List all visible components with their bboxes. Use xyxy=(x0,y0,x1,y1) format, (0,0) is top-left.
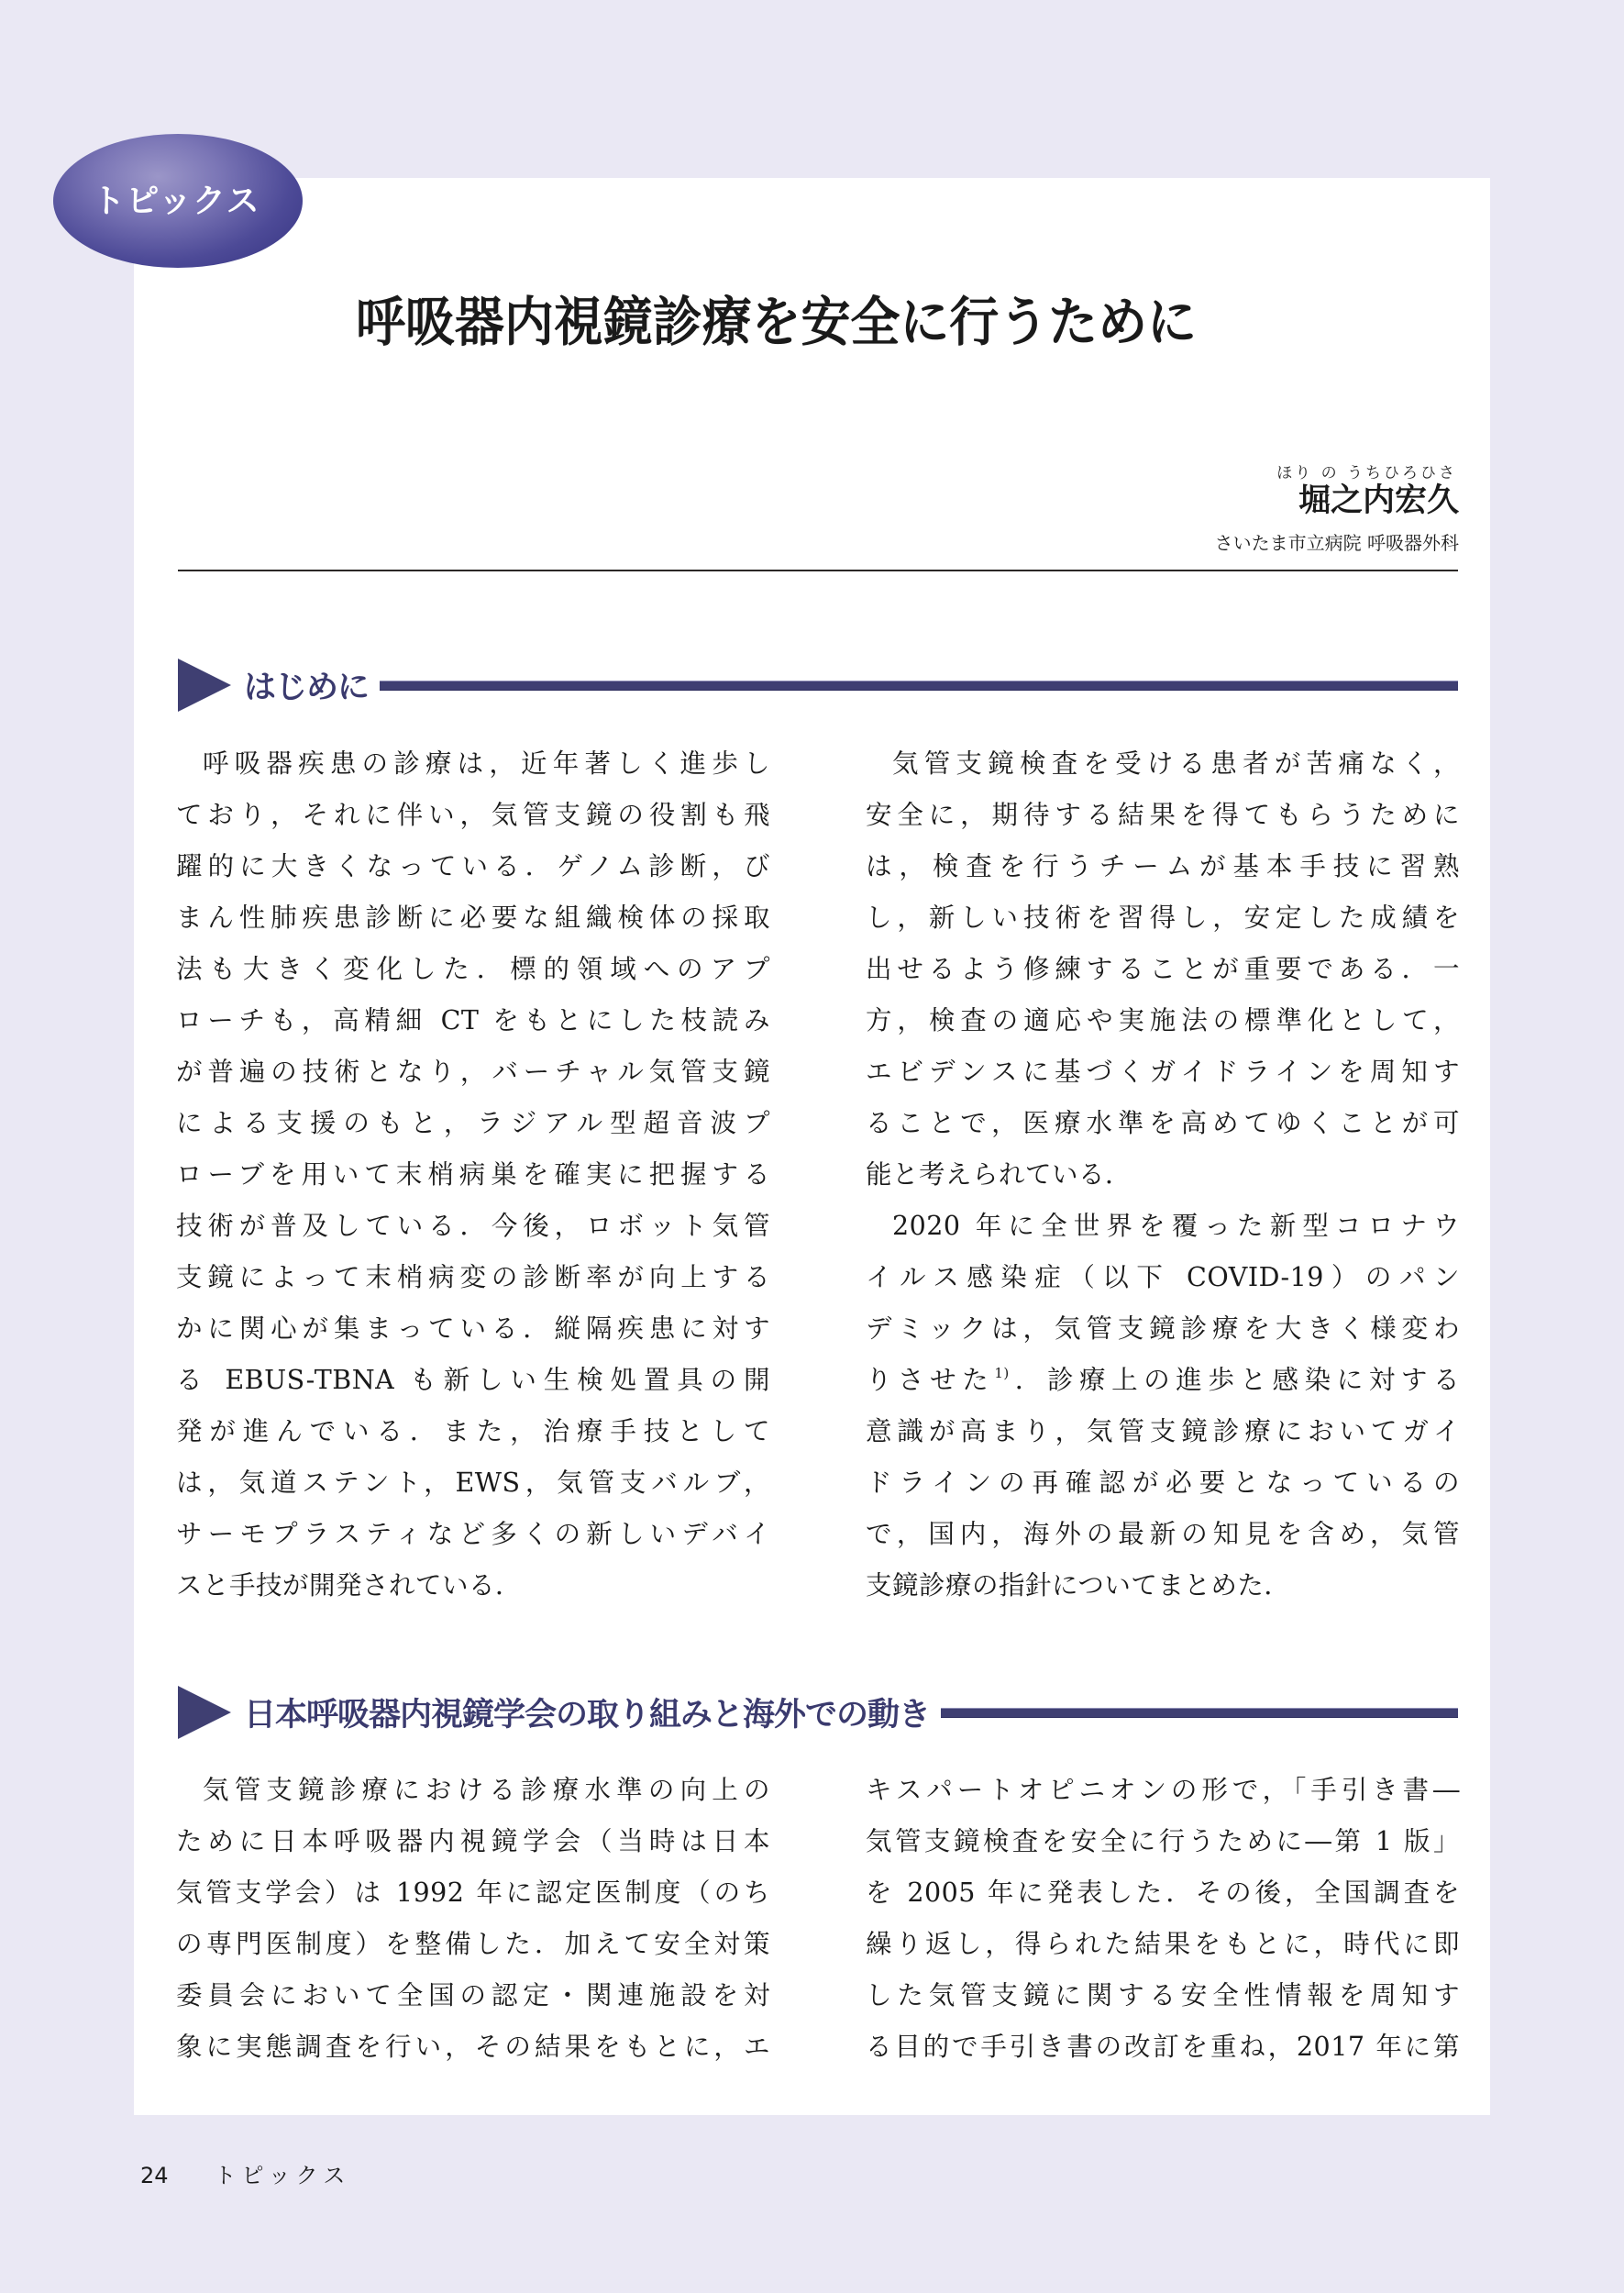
text-line: ローブを用いて末梢病巣を確実に把握する xyxy=(176,1159,770,1190)
citation-ref[interactable]: 1) xyxy=(994,1365,1010,1381)
page-number: 24 xyxy=(140,2163,169,2188)
text-fragment: ．診療上の進歩と感染に対する xyxy=(1009,1365,1460,1395)
header-divider xyxy=(178,570,1458,571)
section-title: 日本呼吸器内視鏡学会の取り組みと海外での動き xyxy=(244,1697,931,1734)
column-intro-left xyxy=(176,738,770,1612)
topics-badge-label: トピックス xyxy=(92,182,260,220)
text-line: ために日本呼吸器内視鏡学会（当時は日本 xyxy=(176,1826,770,1856)
text-line: 意識が高まり，気管支鏡診療においてガイ xyxy=(866,1416,1460,1446)
section-rule xyxy=(941,1708,1458,1718)
text-line: 気管支学会）は 1992 年に認定医制度（のち xyxy=(176,1878,770,1908)
section-rule xyxy=(380,681,1458,691)
text-line: 能と考えられている． xyxy=(866,1159,1132,1190)
text-line: で，国内，海外の最新の知見を含め，気管 xyxy=(866,1519,1460,1549)
text-line: を 2005 年に発表した．その後，全国調査を xyxy=(866,1878,1460,1908)
text-line: ドラインの再確認が必要となっているの xyxy=(866,1468,1460,1498)
author-name: 堀之内宏久 xyxy=(1298,482,1459,519)
text-line: は，検査を行うチームが基本手技に習熟 xyxy=(866,851,1460,881)
text-line: イルス感染症（以下 COVID-19）のパン xyxy=(866,1262,1460,1292)
footer-section-name: トピックス xyxy=(214,2163,351,2188)
text-line: 技術が普及している．今後，ロボット気管 xyxy=(176,1211,770,1241)
text-fragment: りさせた xyxy=(866,1365,995,1395)
author-ruby: ほり の うちひろひさ xyxy=(1276,464,1457,482)
author-affiliation: さいたま市立病院 呼吸器外科 xyxy=(1214,531,1459,554)
text-line: 出せるよう修練することが重要である．一 xyxy=(866,954,1460,984)
column-society-left xyxy=(176,1765,770,2073)
text-line-with-citation xyxy=(866,1355,1460,1406)
column-intro-right xyxy=(866,738,1460,1612)
section-heading-society xyxy=(178,1685,1458,1740)
text-line: が普遍の技術となり，バーチャル気管支鏡 xyxy=(176,1057,770,1087)
text-line: 委員会において全国の認定・関連施設を対 xyxy=(176,1980,770,2011)
text-line: ローチも，高精細 CT をもとにした枝読み xyxy=(176,1005,770,1036)
text-line: 支鏡によって末梢病変の診断率が向上する xyxy=(176,1262,770,1292)
triangle-marker-icon xyxy=(178,1686,231,1739)
text-line: る目的で手引き書の改訂を重ね，2017 年に第 xyxy=(866,2032,1460,2062)
section-heading-intro xyxy=(178,658,1458,713)
text-line: 発が進んでいる．また，治療手技として xyxy=(176,1416,770,1446)
text-line: サーモプラスティなど多くの新しいデバイ xyxy=(176,1519,770,1549)
text-line: デミックは，気管支鏡診療を大きく様変わ xyxy=(866,1313,1460,1344)
text-line: キスパートオピニオンの形で，「手引き書― xyxy=(866,1775,1460,1805)
text-line: 躍的に大きくなっている．ゲノム診断，び xyxy=(176,851,770,881)
text-line: 気管支鏡検査を安全に行うために―第 1 版」 xyxy=(866,1826,1460,1856)
column-society-right xyxy=(866,1765,1460,2073)
text-line: エビデンスに基づくガイドラインを周知す xyxy=(866,1057,1460,1087)
text-line: し，新しい技術を習得し，安定した成績を xyxy=(866,903,1460,933)
text-line: る EBUS-TBNA も新しい生検処置具の開 xyxy=(176,1365,770,1395)
text-line: 支鏡診療の指針についてまとめた． xyxy=(866,1570,1291,1601)
text-line: 気管支鏡検査を受ける患者が苦痛なく， xyxy=(892,748,1460,779)
topics-badge xyxy=(53,134,303,268)
text-line: 呼吸器疾患の診療は，近年著しく進歩し xyxy=(203,748,770,779)
text-line: 2020 年に全世界を覆った新型コロナウ xyxy=(892,1211,1460,1241)
author-block xyxy=(1215,466,1459,555)
text-line: 安全に，期待する結果を得てもらうために xyxy=(866,800,1460,830)
text-line: の専門医制度）を整備した．加えて安全対策 xyxy=(176,1929,770,1959)
text-line: かに関心が集まっている．縦隔疾患に対す xyxy=(176,1313,770,1344)
text-line: 繰り返し，得られた結果をもとに，時代に即 xyxy=(866,1929,1460,1959)
text-line: スと手技が開発されている． xyxy=(176,1570,523,1601)
article-title: 呼吸器内視鏡診療を安全に行うために xyxy=(356,291,1197,353)
text-line: は，気道ステント，EWS，気管支バルブ， xyxy=(176,1468,770,1498)
triangle-marker-icon xyxy=(178,659,231,712)
text-line: 法も大きく変化した．標的領域へのアプ xyxy=(176,954,770,984)
text-line: 象に実態調査を行い，その結果をもとに，エ xyxy=(176,2032,770,2062)
text-line: した気管支鏡に関する安全性情報を周知す xyxy=(866,1980,1460,2011)
text-line: による支援のもと，ラジアル型超音波プ xyxy=(176,1108,770,1138)
text-line: まん性肺疾患診断に必要な組織検体の採取 xyxy=(176,903,770,933)
text-line: ており，それに伴い，気管支鏡の役割も飛 xyxy=(176,800,770,830)
page-footer xyxy=(140,2157,350,2189)
text-line: ることで，医療水準を高めてゆくことが可 xyxy=(866,1108,1460,1138)
text-line: 気管支鏡診療における診療水準の向上の xyxy=(203,1775,770,1805)
text-line: 方，検査の適応や実施法の標準化として， xyxy=(866,1005,1460,1036)
section-title: はじめに xyxy=(244,670,370,706)
